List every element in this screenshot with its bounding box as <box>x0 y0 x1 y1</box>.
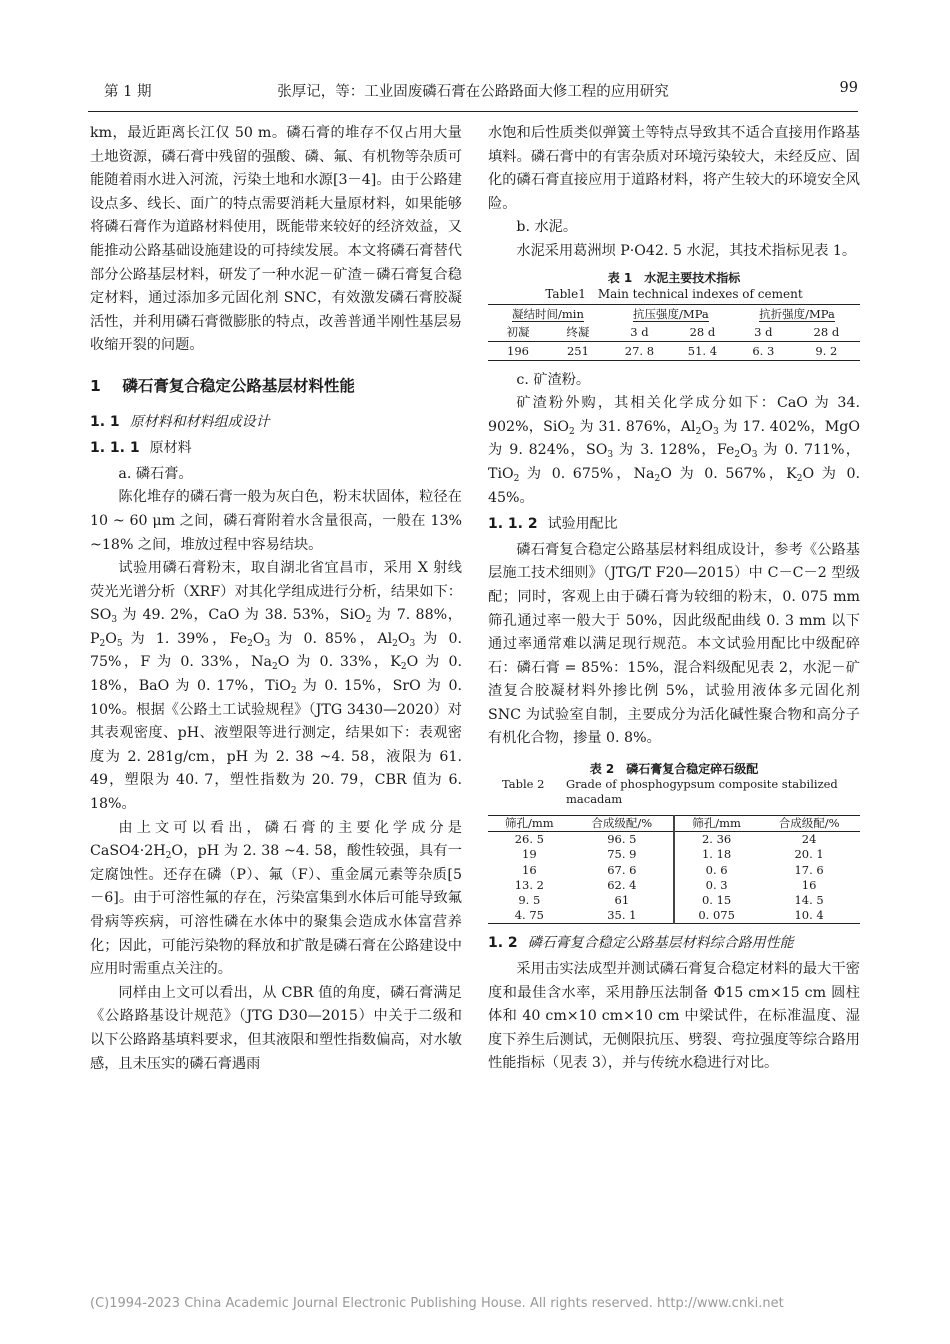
subsection-number: 1. 1 <box>90 413 120 430</box>
subsection-1-1-2-heading <box>488 513 860 537</box>
subsection-1-2-heading <box>488 932 860 956</box>
table-2-cell: 13. 2 <box>514 877 544 892</box>
subsection-title: 试验用配比 <box>547 516 618 533</box>
cement-paragraph: 水泥采用葛洲坝 P·O42. 5 水泥，其技术指标见表 1。 <box>516 242 857 259</box>
table-2-cell: 75. 9 <box>571 847 674 862</box>
table-1-cell: 6. 3 <box>734 341 793 360</box>
table-2-caption-en <box>488 777 860 807</box>
table-2-cell: 62. 4 <box>571 878 674 893</box>
subsection-title: 磷石膏复合稳定公路基层材料综合路用性能 <box>527 935 794 952</box>
table-2-header: 合成级配/% <box>758 816 860 832</box>
table-2-cell: 0. 15 <box>701 893 732 908</box>
table-2-cell: 26. 5 <box>488 832 571 848</box>
pollution-text: 由于可溶性氟的存在，污染富集到水体后可能导致氟骨病等疾病，可溶性磷在水体中的聚集会造成水体富营养化；因此，可能污染物的释放和扩散是磷石膏在公路建设中应用时需重点关注的。 <box>90 890 462 978</box>
table-1-cell: 9. 2 <box>793 341 860 360</box>
table-2-cell: 16 <box>522 862 537 877</box>
table-2-caption-zh: 表 2 磷石膏复合稳定碎石级配 <box>589 762 759 777</box>
table-1-cell: 27. 8 <box>608 341 671 360</box>
xrf-intro: 试验用磷石膏粉末，取自湖北省宜昌市，采用 X 射线荧光光谱分析（XRF）对其化学组成进行分析，结果如下： <box>90 560 462 600</box>
table-2-header: 筛孔/mm <box>674 816 758 832</box>
item-c-heading: c. 矿渣粉。 <box>516 371 591 388</box>
running-header <box>88 78 858 112</box>
table-2-cell: 0. 3 <box>705 877 728 892</box>
table-1-cell: 251 <box>548 341 608 360</box>
subsection-title: 原材料 <box>149 440 192 457</box>
table-2-cell: 17. 6 <box>794 862 824 877</box>
subsection-number: 1. 2 <box>488 935 518 952</box>
table-2-header: 筛孔/mm <box>488 816 571 832</box>
cbr-paragraph: 同样由上文可以看出，从 CBR 值的角度，磷石膏满足《公路路基设计规范》（JTG D30—2015）中关于二级和以下公路路基填料要求，但其液限和塑性指数偏高，对水敏感，且未压实的磷石膏遇雨 <box>90 984 462 1072</box>
table-2-cell: 67. 6 <box>571 863 674 878</box>
table-1 <box>488 270 860 361</box>
running-title: 张厚记，等：工业固废磷石膏在公路路面大修工程的应用研究 <box>277 84 669 100</box>
xrf-results: $SO_3$ 为 49. 2%，CaO 为 38. 53%，SiO$_2$ 为 7. 88%，$P_2O_5$ 为 1. 39%，$Fe_2O_3$ 为 0. 85%，$Al_2O_3$ 为 0. 75%，F 为 0. 33%，$Na_2O$ 为 0. 33%，$K_2O$ 为 0. 18%，BaO 为 0. 17%，TiO$_2$ 为 0. 15%，SrO 为 0. 10%。 <box>90 607 462 718</box>
table-1-header: 初凝 <box>506 324 530 339</box>
mix-design-paragraph: 磷石膏复合稳定公路基层材料组成设计，参考《公路基层施工技术细则》（JTG/T F20—2015）中 C－C－2 型级配；同时，客观上由于磷石膏为较细的粉末，0. 075 mm 筛孔通过率一般大于 50%，因此级配曲线 0. 3 mm 以下通过率通常难以满足现行规范。本文试验用配比中级配碎石：磷石膏 = 85%：15%，混合料级配见表 2，水泥－矿渣复合胶凝材料外掺比例 5%，试验用液体多元固化剂 SNC 为试验室自制，主要成分为活化碱性聚合物和高分子有机化合物，掺量 0. 8%。 <box>488 541 860 747</box>
table-1-group-flexural: 抗折强度/MPa <box>759 306 835 321</box>
table-1-cell: 51. 4 <box>671 341 734 360</box>
table-2-cell: 16 <box>801 877 817 892</box>
phosphogypsum-description: 陈化堆存的磷石膏一般为灰白色，粉末状固体，粒径在 10 ~ 60 μm 之间，磷石膏附着水含量很高，一般在 13% ~18% 之间，堆放过程中容易结块。 <box>90 489 462 553</box>
slag-paragraph: 矿渣粉外购，其相关化学成分如下：CaO 为 34. 902%，SiO$_2$ 为 31. 876%，$Al_2O_3$ 为 17. 402%，MgO 为 9. 824%，$SO_3$ 为 3. 128%，$Fe_2O_3$ 为 0. 711%，TiO$_2$ 为 0. 675%，$Na_2O$ 为 0. 567%，$K_2O$ 为 0. 45%。 <box>488 395 861 506</box>
table-2-cell: 61 <box>571 893 674 908</box>
table-2-label: Table 2 <box>502 777 545 792</box>
table-2-cell: 96. 5 <box>571 832 674 848</box>
physical-tests: 根据《公路土工试验规程》（JTG 3430—2020）对其表观密度、pH、液塑限等进行测定，结果如下：表观密度为 2. 281g/cm，pH 为 2. 38 ~4. 58，液限为 61. 49，塑限为 40. 7，塑性指数为 20. 79，CBR 值为 6. 18%。 <box>90 701 462 813</box>
table-1-caption-en: Table1 Main technical indexes of cement <box>545 286 803 301</box>
table-1-header: 28 d <box>689 324 716 339</box>
table-2-cell: 1. 18 <box>701 847 732 862</box>
table-2 <box>488 761 860 924</box>
table-2-cell: 19 <box>522 847 537 862</box>
page-number: 99 <box>839 80 858 96</box>
main-component-paragraph <box>90 817 462 982</box>
copyright-footer: (C)1994-2023 China Academic Journal Electronic Publishing House. All rights reserved. http://www.cnki.net <box>90 1296 784 1311</box>
subsection-number: 1. 1. 1 <box>90 440 140 457</box>
table-1-caption-zh: 表 1 水泥主要技术指标 <box>607 270 741 285</box>
intro-paragraph: km，最近距离长江仅 50 m。磷石膏的堆存不仅占用大量土地资源，磷石膏中残留的强酸、磷、氟、有机物等杂质可能随着雨水进入河流，污染土地和水源[3－4]。由于公路建设点多、线长、面广的特点需要消耗大量原材料，如果能够将磷石膏作为道路材料使用，既能带来较好的经济效益，又能推动公路基础设施建设的可持续发展。本文将磷石膏替代部分公路基层材料，研发了一种水泥－矿渣－磷石膏复合稳定材料，通过添加多元固化剂 SNC，有效激发磷石膏胶凝活性，并利用磷石膏微膨胀的特点，改善普通半刚性基层易收缩开裂的问题。 <box>90 125 462 354</box>
table-2-caption-text: Grade of phosphogypsum composite stabilized macadam <box>566 777 838 807</box>
table-1-header: 终凝 <box>566 324 590 339</box>
table-2-cell: 9. 5 <box>518 893 541 908</box>
performance-paragraph: 采用击实法成型并测试磷石膏复合稳定材料的最大干密度和最佳含水率，采用静压法制备 Φ15 cm×15 cm 圆柱体和 40 cm×10 cm×10 cm 中梁试件，在标准温度、湿度下养生后测试，无侧限抗压、劈裂、弯拉强度等综合路用性能指标（见表 3），并与传统水稳进行对比。 <box>488 961 860 1072</box>
subsection-1-1-heading <box>90 411 462 435</box>
table-1-header: 3 d <box>630 324 649 339</box>
table-1-header: 3 d <box>754 324 773 339</box>
table-2-cell: 20. 1 <box>794 847 824 862</box>
table-2-cell: 14. 5 <box>794 893 824 908</box>
left-column <box>90 122 462 1076</box>
table-1-group-compressive: 抗压强度/MPa <box>633 306 709 321</box>
item-b-heading: b. 水泥。 <box>516 219 578 236</box>
continued-paragraph: 水饱和后性质类似弹簧土等特点导致其不适合直接用作路基填料。磷石膏中的有害杂质对环境污染较大，未经反应、固化的磷石膏直接应用于道路材料，将产生较大的环境安全风险。 <box>488 125 860 212</box>
table-2-cell: 0. 6 <box>705 862 728 877</box>
table-2-cell: 0. 075 <box>674 908 758 924</box>
subsection-number: 1. 1. 2 <box>488 516 538 533</box>
xrf-paragraph <box>90 557 462 817</box>
item-a-heading: a. 磷石膏。 <box>118 465 193 482</box>
section-number: 1 <box>90 376 101 395</box>
table-2-cell: 4. 75 <box>488 908 571 924</box>
table-2-cell: 35. 1 <box>571 908 674 924</box>
table-1-header: 28 d <box>813 324 840 339</box>
table-2-grid <box>488 815 860 924</box>
main-component-text: 由上文可以看出，磷石膏的主要化学成分是 $CaSO4\cdot 2H_2O$，pH 为 2. 38 ~4. 58，酸性较强，具有一定腐蚀性。还存在磷（P）、氟（F）、重金属元素等杂质[5－6]。 <box>90 819 462 907</box>
table-2-header: 合成级配/% <box>571 816 674 832</box>
table-1-grid <box>488 304 860 361</box>
table-2-cell: 2. 36 <box>674 832 758 848</box>
table-1-group-setting: 凝结时间/min <box>512 306 584 321</box>
subsection-title: 原材料和材料组成设计 <box>129 413 270 430</box>
table-2-cell: 24 <box>758 832 860 848</box>
section-title: 磷石膏复合稳定公路基层材料性能 <box>122 376 355 395</box>
right-column <box>488 122 860 1076</box>
table-1-cell: 196 <box>488 341 548 360</box>
section-1-heading <box>90 375 462 399</box>
issue-label: 第 1 期 <box>104 84 152 100</box>
subsection-1-1-1-heading <box>90 437 462 461</box>
table-2-cell: 10. 4 <box>758 908 860 924</box>
